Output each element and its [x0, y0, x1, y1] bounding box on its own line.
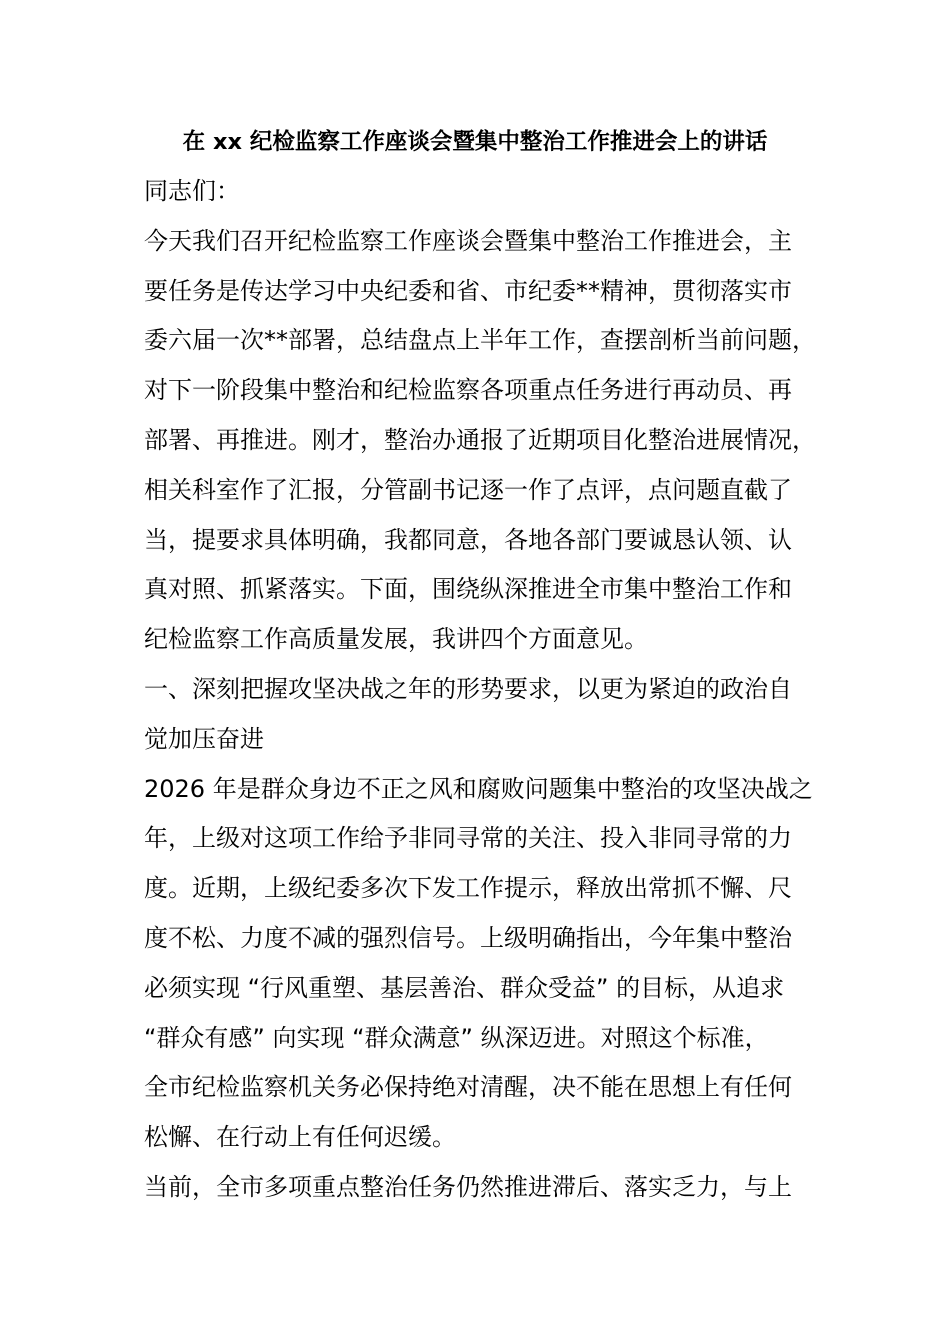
body-line: 对下一阶段集中整治和纪检监察各项重点任务进行再动员、再: [144, 376, 792, 405]
body-line: 年，上级对这项工作给予非同寻常的关注、投入非同寻常的力: [144, 824, 792, 853]
body-line: 要任务是传达学习中央纪委和省、市纪委**精神，贯彻落实市: [144, 276, 792, 305]
body-line: 2026 年是群众身边不正之风和腐败问题集中整治的攻坚决战之: [144, 774, 813, 803]
body-line: 度不松、力度不减的强烈信号。上级明确指出，今年集中整治: [144, 923, 792, 952]
body-line: 必须实现 “行风重塑、基层善治、群众受益” 的目标，从追求: [144, 973, 785, 1002]
body-line: “群众有感” 向实现 “群众满意” 纵深迈进。对照这个标准，: [144, 1023, 769, 1052]
section-heading-line: 一、深刻把握攻坚决战之年的形势要求，以更为紧迫的政治自: [144, 674, 792, 703]
document-body: [144, 167, 834, 1213]
body-line: 当前，全市多项重点整治任务仍然推进滞后、落实乏力，与上: [144, 1172, 792, 1201]
body-line: 松懈、在行动上有任何迟缓。: [144, 1123, 456, 1152]
body-line: 度。近期，上级纪委多次下发工作提示，释放出常抓不懈、尺: [144, 874, 792, 903]
section-heading-line: 觉加压奋进: [144, 724, 264, 753]
body-line: 当，提要求具体明确，我都同意，各地各部门要诚恳认领、认: [144, 525, 792, 554]
body-line: 今天我们召开纪检监察工作座谈会暨集中整治工作推进会，主: [144, 226, 792, 255]
body-line: 相关科室作了汇报，分管副书记逐一作了点评，点问题直截了: [144, 475, 792, 504]
body-line: 部署、再推进。刚才，整治办通报了近期项目化整治进展情况，: [144, 425, 816, 454]
document-title: 在 xx 纪检监察工作座谈会暨集中整治工作推进会上的讲话: [182, 129, 768, 155]
body-line: 委六届一次**部署，总结盘点上半年工作，查摆剖析当前问题，: [144, 326, 816, 355]
body-line: 全市纪检监察机关务必保持绝对清醒，决不能在思想上有任何: [144, 1073, 792, 1102]
body-line: 纪检监察工作高质量发展，我讲四个方面意见。: [144, 625, 648, 654]
body-line: 同志们：: [144, 177, 240, 205]
body-line: 真对照、抓紧落实。下面，围绕纵深推进全市集中整治工作和: [144, 575, 792, 604]
